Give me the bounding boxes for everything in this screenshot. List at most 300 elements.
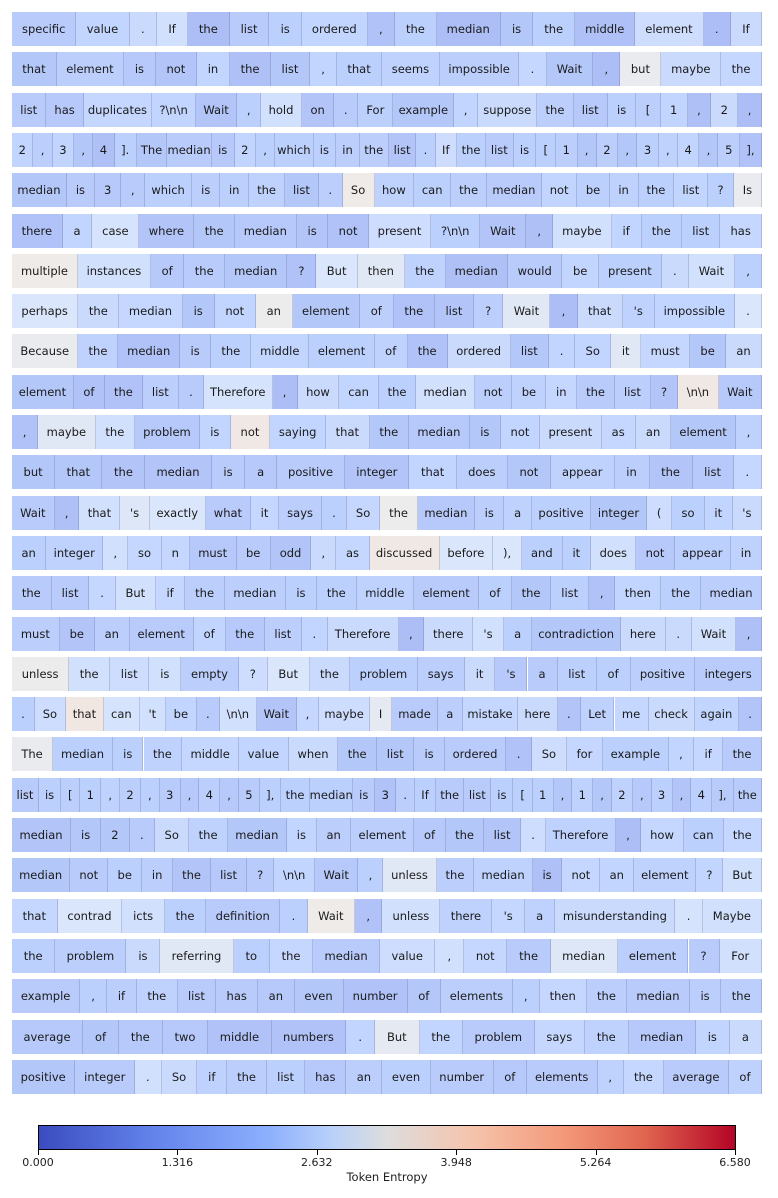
token-cell: median — [225, 254, 287, 288]
colorbar-tick-label: 3.948 — [440, 1156, 472, 1169]
token-cell: the — [96, 415, 135, 449]
token-cell: elements — [527, 1060, 598, 1094]
token-cell: \n\n — [678, 375, 719, 409]
token-cell: which — [275, 133, 313, 167]
token-cell: . — [197, 697, 220, 731]
token-cell: case — [92, 214, 139, 248]
token-cell: of — [194, 617, 226, 651]
token-cell: would — [508, 254, 562, 288]
token-cell: problem — [55, 939, 126, 973]
token-cell: here — [518, 697, 558, 731]
token-cell: the — [188, 12, 230, 46]
token-cell: median — [409, 415, 470, 449]
token-cell: is — [269, 12, 302, 46]
token-cell: The — [137, 133, 168, 167]
token-cell: but — [620, 52, 661, 86]
token-cell: be — [108, 858, 142, 892]
token-cell: , — [121, 173, 145, 207]
token-cell: 2 — [12, 133, 33, 167]
token-cell: But — [723, 858, 762, 892]
token-cell: it — [705, 496, 733, 530]
token-cell: Wait — [692, 617, 737, 651]
token-cell: median — [310, 778, 354, 812]
token-cell: value — [239, 737, 289, 771]
token-cell: the — [533, 12, 575, 46]
token-cell: , — [513, 979, 540, 1013]
token-cell: an — [317, 818, 351, 852]
token-cell: the — [173, 858, 211, 892]
colorbar-gradient — [38, 1125, 736, 1150]
token-cell: in — [615, 455, 650, 489]
token-cell: , — [310, 52, 337, 86]
token-cell: element — [351, 818, 414, 852]
token-cell: the — [721, 52, 762, 86]
token-cell: perhaps — [12, 294, 78, 328]
token-cell: a — [730, 1020, 762, 1054]
token-cell: , — [141, 778, 160, 812]
token-cell: list — [511, 334, 549, 368]
token-cell: in — [142, 858, 173, 892]
token-cell: the — [310, 657, 351, 691]
token-cell: has — [46, 93, 83, 127]
token-cell: a — [63, 214, 93, 248]
token-cell: if — [612, 214, 642, 248]
token-cell: in — [546, 375, 577, 409]
token-cell: does — [591, 536, 636, 570]
token-cell: Wait — [719, 375, 762, 409]
token-cell: 3 — [53, 133, 74, 167]
token-cell: So — [343, 173, 375, 207]
token-cell: , — [699, 133, 718, 167]
token-cell: . — [662, 254, 689, 288]
token-cell: integer — [591, 496, 647, 530]
token-cell: If — [157, 12, 188, 46]
token-cell: ? — [474, 294, 503, 328]
token-cell: the — [144, 737, 183, 771]
token-cell: impossible — [440, 52, 520, 86]
token-cell: where — [139, 214, 194, 248]
token-cell: Wait — [503, 294, 550, 328]
token-cell: has — [305, 1060, 346, 1094]
token-cell: the — [102, 455, 145, 489]
token-cell: not — [231, 415, 270, 449]
colorbar-tick — [596, 1150, 597, 1155]
token-cell: , — [74, 133, 93, 167]
token-cell: median — [446, 254, 508, 288]
token-cell: of — [597, 657, 631, 691]
token-cell: 1 — [572, 778, 593, 812]
token-cell: list — [435, 294, 474, 328]
token-cell: ordered — [302, 12, 368, 46]
token-cell: Therefore — [546, 818, 616, 852]
token-cell: . — [302, 617, 328, 651]
token-cell: integer — [345, 455, 409, 489]
token-cell: the — [405, 254, 446, 288]
token-cell: two — [163, 1020, 209, 1054]
token-cell: 's — [120, 496, 149, 530]
token-cell: , — [80, 979, 107, 1013]
token-cell: is — [414, 737, 445, 771]
token-cell: be — [512, 375, 546, 409]
token-cell: that — [326, 415, 369, 449]
token-cell: middle — [182, 737, 239, 771]
token-cell: odd — [271, 536, 311, 570]
token-cell: present — [540, 415, 601, 449]
token-cell: 's — [495, 657, 527, 691]
token-cell: ? — [708, 173, 734, 207]
token-cell: when — [289, 737, 338, 771]
token-cell: made — [392, 697, 437, 731]
token-cell: says — [535, 1020, 585, 1054]
token-cell: median — [118, 334, 180, 368]
token-cell: the — [408, 334, 448, 368]
token-cell: list — [52, 576, 90, 610]
token-cell: middle — [251, 334, 309, 368]
token-cell: maybe — [553, 214, 612, 248]
token-cell: says — [418, 657, 465, 691]
token-cell: the — [724, 818, 762, 852]
token-cell: ? — [689, 939, 720, 973]
token-cell: . — [179, 375, 204, 409]
token-cell: , — [256, 133, 275, 167]
token-cell: the — [394, 294, 435, 328]
token-cell: ? — [239, 657, 268, 691]
token-cell: list — [178, 979, 217, 1013]
token-cell: in — [220, 173, 249, 207]
token-cell: median — [12, 818, 71, 852]
token-cell: the — [661, 576, 701, 610]
token-cell: value — [76, 12, 129, 46]
token-cell: element — [635, 12, 703, 46]
token-cell: , — [578, 133, 597, 167]
token-cell: be — [60, 617, 95, 651]
token-cell: of — [414, 818, 446, 852]
token-cell: duplicates — [84, 93, 152, 127]
token-cell: not — [501, 415, 540, 449]
token-cell: 4 — [199, 778, 220, 812]
token-cell: I — [370, 697, 393, 731]
token-cell: as — [336, 536, 369, 570]
token-cell: is — [39, 778, 61, 812]
colorbar-label: Token Entropy — [346, 1170, 428, 1184]
token-cell: , — [659, 133, 678, 167]
token-cell: So — [35, 697, 66, 731]
token-cell: then — [358, 254, 405, 288]
token-cell: For — [720, 939, 762, 973]
token-cell: , — [738, 93, 762, 127]
token-cell: if — [107, 979, 137, 1013]
token-cell: 3 — [95, 173, 121, 207]
token-cell: \n\n — [274, 858, 315, 892]
token-cell: be — [562, 254, 598, 288]
token-cell: a — [245, 455, 277, 489]
token-cell: , — [618, 133, 637, 167]
token-cell: is — [608, 93, 636, 127]
token-cell: as — [602, 415, 636, 449]
colorbar-tick — [317, 1150, 318, 1155]
token-cell: So — [162, 1060, 198, 1094]
token-cell: appear — [675, 536, 731, 570]
token-cell: the — [587, 979, 628, 1013]
token-cell: can — [684, 818, 724, 852]
token-cell: does — [457, 455, 508, 489]
token-cell: 3 — [652, 778, 673, 812]
token-cell: positive — [631, 657, 696, 691]
token-cell: [ — [513, 778, 532, 812]
token-cell: list — [558, 657, 597, 691]
token-cell: 's — [733, 496, 762, 530]
token-cell: what — [206, 496, 251, 530]
token-cell: impossible — [655, 294, 735, 328]
token-cell: , — [736, 617, 762, 651]
token-cell: the — [380, 496, 417, 530]
token-cell: element — [57, 52, 124, 86]
token-cell: discussed — [370, 536, 440, 570]
token-cell: 3 — [160, 778, 181, 812]
token-cell: average — [12, 1020, 83, 1054]
token-cell: contradiction — [532, 617, 620, 651]
token-cell: ordered — [448, 334, 511, 368]
token-cell: on — [302, 93, 334, 127]
token-cell: , — [616, 818, 641, 852]
token-cell: the — [189, 818, 227, 852]
token-cell: , — [688, 93, 712, 127]
token-cell: it — [611, 334, 641, 368]
token-cell: positive — [12, 1060, 75, 1094]
token-cell: median — [437, 12, 501, 46]
token-cell: . — [396, 778, 415, 812]
token-cell: , — [435, 939, 464, 973]
token-cell: . — [346, 1020, 375, 1054]
token-cell: a — [504, 496, 531, 530]
token-cell: . — [334, 93, 358, 127]
token-cell: n — [162, 536, 190, 570]
token-cell: unless — [383, 858, 436, 892]
token-cell: 5 — [718, 133, 739, 167]
token-cell: the — [281, 778, 309, 812]
token-cell: if — [156, 576, 185, 610]
token-cell: . — [322, 496, 347, 530]
token-cell: But — [116, 576, 156, 610]
token-cell: is — [501, 12, 534, 46]
token-cell: ], — [260, 778, 281, 812]
token-cell: that — [337, 52, 382, 86]
token-cell: positive — [277, 455, 345, 489]
token-cell: . — [89, 576, 115, 610]
token-cell: the — [624, 1060, 664, 1094]
token-cell: of — [729, 1060, 762, 1094]
token-cell: , — [55, 496, 80, 530]
token-cell: value — [380, 939, 435, 973]
token-cell: that — [55, 455, 102, 489]
token-cell: , — [358, 858, 383, 892]
token-cell: But — [316, 254, 357, 288]
token-cell: 's — [473, 617, 504, 651]
token-cell: of — [360, 294, 394, 328]
token-cell: of — [494, 1060, 527, 1094]
token-cell: list — [551, 576, 589, 610]
token-cell: not — [156, 52, 197, 86]
token-cell: the — [420, 1020, 464, 1054]
token-cell: Therefore — [204, 375, 273, 409]
token-cell: is — [126, 939, 160, 973]
token-cell: Wait — [480, 214, 526, 248]
token-cell: list — [267, 1060, 305, 1094]
token-cell: specific — [12, 12, 76, 46]
token-cell: the — [78, 294, 119, 328]
token-cell: list — [464, 778, 491, 812]
token-cell: . — [416, 133, 435, 167]
token-cell: of — [408, 979, 441, 1013]
token-cell: has — [216, 979, 258, 1013]
token-cell: the — [317, 576, 357, 610]
token-cell: , — [311, 536, 336, 570]
token-cell: the — [12, 939, 55, 973]
token-cell: Wait — [547, 52, 594, 86]
token-cell: list — [143, 375, 179, 409]
token-cell: that — [578, 294, 623, 328]
token-cell: Is — [734, 173, 762, 207]
token-cell: element — [671, 415, 736, 449]
token-cell: there — [424, 617, 473, 651]
token-cell: , — [554, 778, 573, 812]
token-cell: instances — [78, 254, 151, 288]
token-cell: number — [344, 979, 408, 1013]
token-cell: element — [618, 939, 689, 973]
token-cell: , — [220, 778, 239, 812]
token-cell: element — [293, 294, 360, 328]
token-cell: referring — [160, 939, 233, 973]
token-cell: is — [113, 737, 144, 771]
token-cell: , — [297, 697, 320, 731]
token-cell: present — [369, 214, 432, 248]
token-cell: . — [319, 173, 343, 207]
token-cell: list — [674, 173, 708, 207]
token-cell: check — [649, 697, 695, 731]
token-cell: Wait — [196, 93, 237, 127]
token-cell: an — [95, 617, 130, 651]
token-cell: median — [235, 214, 297, 248]
token-cell: numbers — [272, 1020, 347, 1054]
token-cell: , — [237, 93, 261, 127]
token-cell: element — [414, 576, 479, 610]
token-cell: the — [194, 214, 234, 248]
token-cell: 1 — [533, 778, 554, 812]
token-cell: element — [12, 375, 74, 409]
token-cell: that — [12, 899, 58, 933]
token-cell: . — [130, 12, 157, 46]
token-cell: not — [328, 214, 368, 248]
token-cell: median — [474, 858, 532, 892]
token-cell: , — [103, 536, 128, 570]
token-cell: ], — [740, 133, 762, 167]
token-cell: median — [12, 173, 67, 207]
token-cell: median — [313, 939, 380, 973]
token-cell: a — [438, 697, 463, 731]
colorbar-tick — [38, 1150, 39, 1155]
token-cell: is — [212, 133, 235, 167]
token-cell: is — [353, 778, 375, 812]
token-cell: hold — [261, 93, 302, 127]
token-cell: the — [165, 899, 206, 933]
token-cell: ? — [696, 858, 723, 892]
colorbar-tick — [177, 1150, 178, 1155]
token-cell: [ — [536, 133, 556, 167]
token-cell: can — [414, 173, 451, 207]
token-cell: the — [226, 617, 265, 651]
token-cell: the — [119, 1020, 163, 1054]
colorbar — [22, 1125, 751, 1195]
token-cell: list — [615, 375, 651, 409]
token-cell: the — [585, 1020, 629, 1054]
colorbar-tick — [735, 1150, 736, 1155]
token-cell: saying — [270, 415, 326, 449]
token-cell: the — [642, 214, 682, 248]
token-cell: the — [270, 939, 313, 973]
token-cell: it — [465, 657, 496, 691]
token-cell: 3 — [375, 778, 396, 812]
token-cell: ? — [247, 858, 274, 892]
token-cell: the — [360, 133, 389, 167]
token-cell: is — [67, 173, 95, 207]
token-cell: the — [436, 778, 464, 812]
token-cell: of — [83, 1020, 119, 1054]
token-cell: ], — [712, 778, 733, 812]
token-cell: problem — [463, 1020, 534, 1054]
colorbar-tick — [456, 1150, 457, 1155]
token-cell: not — [562, 858, 600, 892]
token-cell: be — [237, 536, 271, 570]
token-cell: median — [53, 737, 113, 771]
token-cell: is — [470, 415, 501, 449]
token-cell: average — [664, 1060, 729, 1094]
token-cell: median — [225, 576, 286, 610]
token-cell: median — [701, 576, 762, 610]
token-cell: if — [197, 1060, 227, 1094]
token-cell: , — [550, 294, 577, 328]
token-cell: the — [537, 93, 573, 127]
token-cell: list — [211, 858, 247, 892]
token-cell: , — [355, 899, 382, 933]
token-cell: but — [12, 455, 55, 489]
token-cell: So — [347, 496, 381, 530]
token-cell: 2 — [597, 133, 618, 167]
token-cell: contrad — [58, 899, 123, 933]
token-cell: and — [522, 536, 562, 570]
token-cell: list — [12, 778, 39, 812]
token-cell: has — [720, 214, 762, 248]
token-cell: list — [682, 214, 721, 248]
token-cell: is — [183, 294, 215, 328]
token-cell: mistake — [463, 697, 518, 731]
token-cell: in — [197, 52, 230, 86]
token-cell: list — [12, 93, 46, 127]
token-cell: so — [672, 496, 704, 530]
token-cell: an — [12, 536, 46, 570]
token-cell: then — [615, 576, 661, 610]
token-cell: elements — [441, 979, 513, 1013]
token-cell: a — [504, 617, 533, 651]
token-cell: must — [641, 334, 690, 368]
token-cell: unless — [12, 657, 69, 691]
token-cell: middle — [575, 12, 635, 46]
token-cell: ?\n\n — [431, 214, 480, 248]
token-cell: it — [563, 536, 592, 570]
token-cell: median — [228, 818, 287, 852]
token-cell: , — [735, 254, 762, 288]
token-cell: be — [166, 697, 197, 731]
token-cell: ?\n\n — [152, 93, 196, 127]
